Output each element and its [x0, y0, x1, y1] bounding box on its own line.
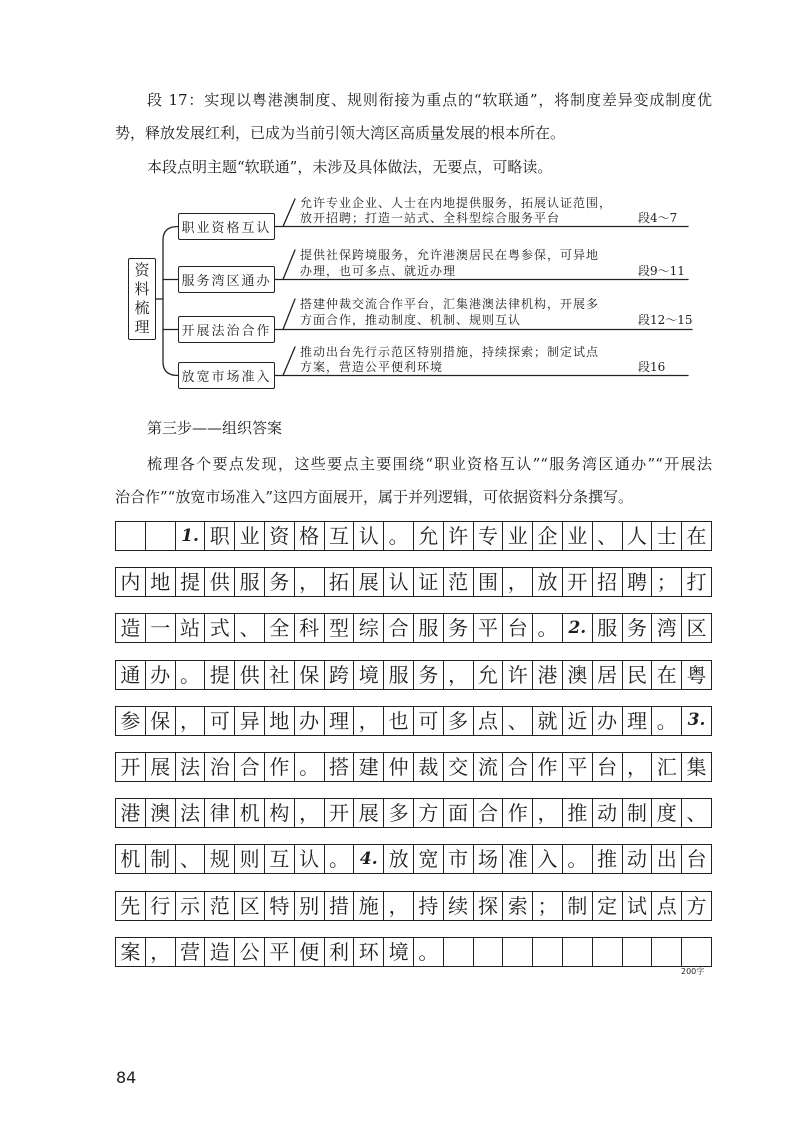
grid-cell: 造: [205, 938, 235, 966]
grid-cell: 治: [205, 753, 235, 781]
grid-cell: 式: [205, 614, 235, 642]
grid-cell: 保: [146, 707, 176, 735]
grid-cell: ，: [295, 799, 325, 827]
grid-cell: 宽: [414, 845, 444, 873]
branch-2-detail-line-1: 提供社保跨境服务，允许港澳居民在粤参保，可异地: [300, 248, 600, 262]
step3-line-1: 梳理各个要点发现，这些要点主要围绕“职业资格互认”“服务湾区通办”“开展法: [147, 455, 712, 473]
branch-4-slant: [283, 347, 295, 376]
grid-cell: 湾: [652, 614, 682, 642]
grid-cell: 构: [265, 799, 295, 827]
grid-cell: ，: [295, 568, 325, 596]
grid-cell: 合: [474, 799, 504, 827]
grid-cell: 作: [503, 799, 533, 827]
grid-cell: 在: [682, 522, 712, 550]
grid-cell: 允: [414, 522, 444, 550]
grid-cell: 出: [652, 845, 682, 873]
grid-cell: 制: [146, 845, 176, 873]
grid-cell: 。: [384, 522, 414, 550]
grid-cell: 办: [146, 661, 176, 689]
grid-cell: ；: [533, 892, 563, 920]
grid-cell: 作: [533, 753, 563, 781]
grid-cell: 服: [593, 614, 623, 642]
grid-cell: 认: [295, 845, 325, 873]
grid-row: [115, 660, 712, 690]
grid-cell: 认: [354, 522, 384, 550]
grid-cell: [444, 938, 474, 966]
grid-cell: 开: [116, 753, 146, 781]
grid-cell: 放: [533, 568, 563, 596]
grid-cell: 。: [295, 753, 325, 781]
grid-cell: 人: [623, 522, 653, 550]
grid-cell: 拓: [325, 568, 355, 596]
grid-cell: ，: [533, 799, 563, 827]
grid-cell: 跨: [325, 661, 355, 689]
grid-cell: ，: [384, 892, 414, 920]
grid-cell: 参: [116, 707, 146, 735]
branch-4-source: 段16: [638, 360, 666, 374]
grid-cell: 示: [176, 892, 206, 920]
grid-cell: 1.: [176, 522, 206, 550]
grid-cell: 公: [235, 938, 265, 966]
grid-cell: 合: [384, 614, 414, 642]
grid-cell: 方: [414, 799, 444, 827]
grid-cell: 许: [503, 661, 533, 689]
grid-cell: 、: [235, 614, 265, 642]
grid-cell: 建: [354, 753, 384, 781]
grid-cell: 围: [474, 568, 504, 596]
grid-cell: 认: [384, 568, 414, 596]
grid-cell: 澳: [563, 661, 593, 689]
grid-cell: 也: [384, 707, 414, 735]
grid-cell: 格: [295, 522, 325, 550]
grid-cell: 服: [384, 661, 414, 689]
grid-cell: 科: [295, 614, 325, 642]
grid-cell: 港: [533, 661, 563, 689]
diagram-root-label: 资料梳理: [134, 261, 150, 336]
grid-cell: 互: [265, 845, 295, 873]
grid-cell: ，: [623, 753, 653, 781]
grid-cell: 营: [176, 938, 206, 966]
grid-cell: [652, 938, 682, 966]
grid-cell: 开: [325, 799, 355, 827]
grid-cell: 范: [205, 892, 235, 920]
grid-cell: [116, 522, 146, 550]
grid-cell: [682, 938, 712, 966]
grid-cell: 可: [205, 707, 235, 735]
grid-cell: 平: [474, 614, 504, 642]
grid-cell: 境: [384, 938, 414, 966]
grid-cell: 允: [474, 661, 504, 689]
branch-2-label: 服务湾区通办: [178, 266, 275, 293]
grid-cell: 展: [354, 799, 384, 827]
grid-cell: 利: [325, 938, 355, 966]
grid-cell: 特: [265, 892, 295, 920]
grid-cell: 供: [235, 661, 265, 689]
grid-cell: 机: [235, 799, 265, 827]
branch-3-label: 开展法治合作: [178, 316, 275, 343]
grid-cell: 务: [444, 614, 474, 642]
grid-row: [115, 844, 712, 874]
grid-cell: 推: [563, 799, 593, 827]
grid-cell: 业: [235, 522, 265, 550]
grid-cell: 。: [414, 938, 444, 966]
branch-1-detail-line-2: 放开招聘；打造一站式、全科型综合服务平台: [300, 211, 561, 225]
grid-cell: 服: [235, 568, 265, 596]
grid-cell: 全: [265, 614, 295, 642]
grid-cell: 务: [414, 661, 444, 689]
grid-cell: 地: [146, 568, 176, 596]
grid-cell: 集: [682, 753, 712, 781]
grid-cell: 服: [414, 614, 444, 642]
grid-cell: 理: [623, 707, 653, 735]
grid-cell: [593, 938, 623, 966]
grid-cell: 点: [474, 707, 504, 735]
grid-cell: 仲: [384, 753, 414, 781]
grid-row: [115, 521, 712, 551]
grid-cell: 粤: [682, 661, 712, 689]
grid-cell: 站: [176, 614, 206, 642]
grid-cell: 法: [176, 753, 206, 781]
grid-cell: 交: [444, 753, 474, 781]
grid-cell: 港: [116, 799, 146, 827]
grid-cell: 平: [265, 938, 295, 966]
grid-cell: 法: [176, 799, 206, 827]
grid-cell: 。: [563, 845, 593, 873]
grid-cell: 4.: [354, 845, 384, 873]
grid-cell: 别: [295, 892, 325, 920]
grid-cell: [623, 938, 653, 966]
grid-cell: 机: [116, 845, 146, 873]
grid-cell: 、: [593, 522, 623, 550]
grid-cell: 行: [146, 892, 176, 920]
grid-cell: 提: [205, 661, 235, 689]
grid-cell: 多: [444, 707, 474, 735]
grid-cell: 综: [354, 614, 384, 642]
grid-cell: 一: [146, 614, 176, 642]
grid-cell: 地: [265, 707, 295, 735]
grid-cell: ，: [354, 707, 384, 735]
grid-cell: 制: [623, 799, 653, 827]
branch-3-detail-line-1: 搭建仲裁交流合作平台，汇集港澳法律机构，开展多: [300, 297, 600, 311]
grid-cell: 场: [474, 845, 504, 873]
grid-cell: 区: [682, 614, 712, 642]
grid-cell: 理: [325, 707, 355, 735]
grid-cell: 型: [325, 614, 355, 642]
branch-4-label: 放宽市场准入: [178, 362, 275, 389]
branch-4-detail-line-1: 推动出台先行示范区特别措施，持续探索；制定试点: [300, 345, 600, 359]
grid-cell: 在: [652, 661, 682, 689]
grid-cell: 境: [354, 661, 384, 689]
grid-cell: 施: [354, 892, 384, 920]
grid-row: [115, 752, 712, 782]
paragraph-17-line-2: 势，释放发展红利，已成为当前引领大湾区高质量发展的根本所在。: [115, 124, 566, 142]
word-count-label: 200字: [681, 967, 705, 976]
grid-cell: ，: [176, 707, 206, 735]
grid-cell: 便: [295, 938, 325, 966]
grid-row: [115, 706, 712, 736]
grid-cell: 招: [593, 568, 623, 596]
grid-cell: [503, 938, 533, 966]
grid-cell: 业: [563, 522, 593, 550]
grid-cell: 展: [146, 753, 176, 781]
grid-cell: 就: [533, 707, 563, 735]
grid-cell: 提: [176, 568, 206, 596]
grid-cell: 推: [593, 845, 623, 873]
grid-cell: 。: [533, 614, 563, 642]
grid-cell: 区: [235, 892, 265, 920]
grid-cell: 索: [503, 892, 533, 920]
grid-cell: 互: [325, 522, 355, 550]
grid-cell: 定: [593, 892, 623, 920]
branch-2-source: 段9～11: [638, 264, 685, 278]
grid-cell: 措: [325, 892, 355, 920]
answer-grid: [115, 521, 712, 968]
grid-cell: 则: [235, 845, 265, 873]
branch-2-detail-line-2: 办理，也可多点、就近办理: [300, 264, 457, 278]
grid-cell: 2.: [563, 614, 593, 642]
grid-cell: 作: [265, 753, 295, 781]
grid-cell: ，: [503, 568, 533, 596]
grid-cell: 搭: [325, 753, 355, 781]
grid-cell: 合: [235, 753, 265, 781]
grid-cell: 居: [593, 661, 623, 689]
grid-cell: [533, 938, 563, 966]
grid-cell: 办: [295, 707, 325, 735]
grid-cell: 平: [563, 753, 593, 781]
grid-cell: 动: [593, 799, 623, 827]
grid-cell: 内: [116, 568, 146, 596]
grid-cell: 律: [205, 799, 235, 827]
branch-3-detail-line-2: 方面合作，推动制度、机制、规则互认: [300, 313, 522, 327]
branch-1-source: 段4～7: [638, 211, 678, 225]
grid-cell: 办: [593, 707, 623, 735]
grid-cell: 。: [176, 661, 206, 689]
grid-cell: 3.: [682, 707, 712, 735]
diagram-root-box: [128, 258, 156, 340]
grid-cell: 士: [652, 522, 682, 550]
grid-cell: 聘: [623, 568, 653, 596]
grid-cell: [146, 522, 176, 550]
grid-cell: 异: [235, 707, 265, 735]
grid-cell: 点: [652, 892, 682, 920]
grid-cell: 。: [652, 707, 682, 735]
grid-cell: 、: [176, 845, 206, 873]
grid-cell: 展: [354, 568, 384, 596]
grid-cell: 社: [265, 661, 295, 689]
grid-cell: 澳: [146, 799, 176, 827]
grid-cell: ；: [652, 568, 682, 596]
grid-cell: 流: [474, 753, 504, 781]
grid-cell: 合: [503, 753, 533, 781]
grid-cell: 案: [116, 938, 146, 966]
grid-cell: 汇: [652, 753, 682, 781]
grid-cell: 规: [205, 845, 235, 873]
grid-cell: 职: [205, 522, 235, 550]
grid-cell: 度: [652, 799, 682, 827]
grid-cell: [563, 938, 593, 966]
grid-cell: 保: [295, 661, 325, 689]
grid-cell: 许: [444, 522, 474, 550]
grid-cell: 近: [563, 707, 593, 735]
grid-row: [115, 567, 712, 597]
grid-cell: 制: [563, 892, 593, 920]
grid-cell: 证: [414, 568, 444, 596]
grid-cell: 范: [444, 568, 474, 596]
grid-cell: 方: [682, 892, 712, 920]
branch-1-detail-line-1: 允许专业企业、人士在内地提供服务，拓展认证范围，: [300, 196, 613, 210]
grid-cell: [474, 938, 504, 966]
grid-cell: 务: [623, 614, 653, 642]
step3-heading: 第三步——组织答案: [147, 419, 283, 437]
grid-cell: 续: [444, 892, 474, 920]
grid-cell: 台: [682, 845, 712, 873]
grid-cell: 入: [533, 845, 563, 873]
grid-cell: 务: [265, 568, 295, 596]
page-number: 84: [116, 1068, 137, 1087]
grid-cell: 专: [474, 522, 504, 550]
branch-1-slant: [283, 199, 295, 227]
grid-cell: 面: [444, 799, 474, 827]
branch-1-label: 职业资格互认: [178, 213, 275, 240]
grid-cell: 市: [444, 845, 474, 873]
grid-cell: 资: [265, 522, 295, 550]
grid-cell: 台: [593, 753, 623, 781]
grid-cell: 放: [384, 845, 414, 873]
grid-cell: 动: [623, 845, 653, 873]
grid-cell: 打: [682, 568, 712, 596]
grid-cell: ，: [444, 661, 474, 689]
grid-cell: 。: [325, 845, 355, 873]
grid-cell: 开: [563, 568, 593, 596]
grid-row: [115, 937, 712, 967]
diagram-bracket: [163, 227, 178, 376]
grid-cell: ，: [146, 938, 176, 966]
branch-3-source: 段12～15: [638, 313, 693, 327]
grid-cell: 环: [354, 938, 384, 966]
grid-cell: 裁: [414, 753, 444, 781]
branch-2-slant: [283, 250, 295, 280]
grid-row: [115, 613, 712, 643]
grid-cell: 、: [682, 799, 712, 827]
grid-row: [115, 891, 712, 921]
reading-note: 本段点明主题“软联通”，未涉及具体做法，无要点，可略读。: [147, 158, 553, 176]
grid-cell: 业: [503, 522, 533, 550]
grid-cell: 持: [414, 892, 444, 920]
grid-cell: 企: [533, 522, 563, 550]
grid-cell: 试: [623, 892, 653, 920]
grid-cell: 民: [623, 661, 653, 689]
grid-cell: 先: [116, 892, 146, 920]
grid-cell: 探: [474, 892, 504, 920]
grid-row: [115, 798, 712, 828]
grid-cell: 造: [116, 614, 146, 642]
branch-3-slant: [283, 299, 295, 330]
paragraph-17-line-1: 段 17：实现以粤港澳制度、规则衔接为重点的“软联通”，将制度差异变成制度优: [147, 91, 712, 109]
branch-4-detail-line-2: 方案，营造公平便利环境: [300, 360, 444, 374]
step3-line-2: 治合作”“放宽市场准入”这四方面展开，属于并列逻辑，可依据资料分条撰写。: [115, 488, 634, 506]
grid-cell: 、: [503, 707, 533, 735]
grid-cell: 台: [503, 614, 533, 642]
grid-cell: 供: [205, 568, 235, 596]
grid-cell: 多: [384, 799, 414, 827]
grid-cell: 通: [116, 661, 146, 689]
grid-cell: 可: [414, 707, 444, 735]
grid-cell: 准: [503, 845, 533, 873]
